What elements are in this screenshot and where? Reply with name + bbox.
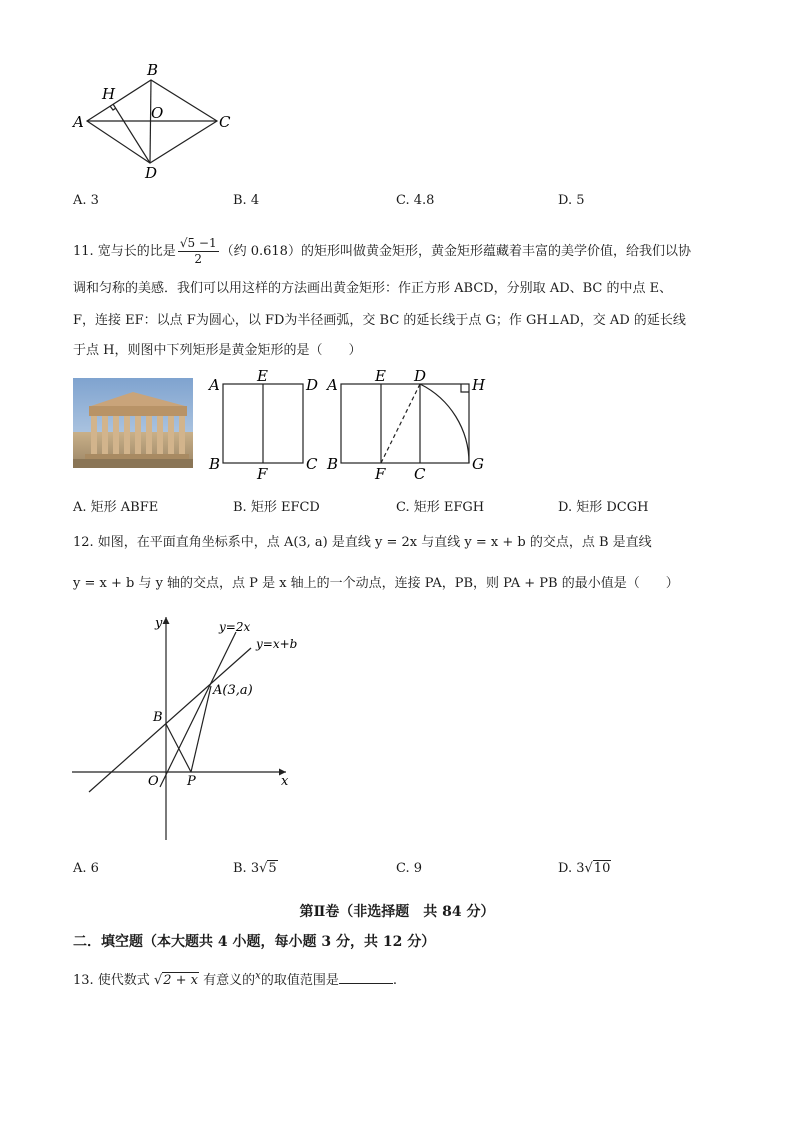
right-angle-mark (461, 384, 469, 392)
parthenon-photo (73, 378, 193, 468)
q11-option-d[interactable]: D. 矩形 DCGH (558, 500, 649, 515)
q10-option-b[interactable]: B. 4 (233, 193, 260, 208)
line-y-2x (160, 632, 236, 787)
label-c: C (414, 465, 426, 483)
q10-option-c[interactable]: C. 4.8 (396, 193, 435, 208)
segment-dh (113, 104, 150, 163)
q11-option-c[interactable]: C. 矩形 EFGH (396, 500, 485, 515)
x-axis-label: x (281, 774, 289, 789)
q13-prefix: 13. 使代数式 (73, 973, 150, 988)
golden-ratio-fraction (178, 236, 219, 267)
label-b: B (327, 455, 339, 473)
point-a-label: A(3,a) (213, 683, 253, 698)
q11-text-1b: （约 0.618）的矩形叫做黄金矩形，黄金矩形蕴藏着丰富的美学价值，给我们以协 (220, 244, 691, 259)
q11-line-2: 调和匀称的美感．我们可以用这样的方法画出黄金矩形：作正方形 ABCD，分别取 AD、BC 的中点 E、 (73, 281, 673, 296)
q12-option-d[interactable] (558, 861, 611, 876)
q13-radicand: 2 + x (163, 973, 199, 988)
label-c: C (219, 113, 231, 131)
y-axis-label: y (155, 616, 163, 631)
part2-title: 第Ⅱ卷（非选择题 共 84 分） (299, 904, 495, 920)
label-g: G (472, 455, 484, 473)
point-p-label: P (187, 774, 196, 789)
q12-option-b[interactable] (233, 861, 278, 876)
label-d: D (145, 164, 158, 182)
fraction-denominator: 2 (194, 252, 203, 266)
label-e: E (375, 367, 386, 385)
golden-rectangle-figure (325, 365, 490, 483)
q11-line-1 (73, 236, 691, 267)
q13-variable: x (255, 970, 261, 982)
dashed-fd (381, 384, 420, 463)
fraction-numerator: √5 −1 (179, 236, 217, 250)
label-o: O (151, 104, 164, 122)
q11-option-a[interactable]: A. 矩形 ABFE (73, 500, 159, 515)
label-a: A (327, 376, 338, 394)
q13-line (73, 969, 397, 988)
q11-line-4: 于点 H，则图中下列矩形是黄金矩形的是（ ） (73, 343, 362, 358)
section2-title: 二．填空题（本大题共 4 小题，每小题 3 分，共 12 分） (73, 934, 436, 950)
label-b: B (209, 455, 221, 473)
q13-text-a: 有意义的 (203, 973, 256, 988)
q11-line-3: F，连接 EF：以点 F为圆心，以 FD为半径画弧，交 BC 的延长线于点 G；作 GH⊥AD，交 AD 的延长线 (73, 313, 686, 328)
option-b-radicand: 5 (268, 861, 277, 876)
arc-dg (420, 384, 469, 463)
label-b: B (147, 61, 159, 79)
option-d-coefficient: D. 3 (558, 861, 585, 876)
q11-text-1a: 11. 宽与长的比是 (73, 244, 176, 259)
q12-line-2: y = x + b 与 y 轴的交点，点 P 是 x 轴上的一个动点，连接 PA，PB，则 PA + PB 的最小值是（ ） (73, 576, 679, 591)
q12-option-c[interactable]: C. 9 (396, 861, 423, 876)
label-f: F (257, 465, 268, 483)
sqrt-symbol: √ (153, 973, 163, 988)
q13-text-b: 的取值范围是 (260, 973, 339, 988)
q12-line-1: 12. 如图，在平面直角坐标系中，点 A(3, a) 是直线 y = 2x 与直线 y = x + b 的交点，点 B 是直线 (73, 535, 652, 550)
label-e: E (257, 367, 268, 385)
line-label-2x: y=2x (219, 620, 251, 634)
label-f: F (375, 465, 386, 483)
label-d: D (414, 367, 427, 385)
q10-option-a[interactable]: A. 3 (73, 193, 99, 208)
sqrt-symbol: √ (584, 861, 593, 876)
parthenon-image (73, 378, 193, 468)
label-h: H (472, 376, 486, 394)
option-d-radicand: 10 (593, 861, 611, 876)
q10-option-d[interactable]: D. 5 (558, 193, 585, 208)
origin-label: O (148, 774, 159, 789)
point-b-label: B (153, 710, 163, 725)
q11-option-b[interactable]: B. 矩形 EFCD (233, 500, 320, 515)
label-d: D (306, 376, 319, 394)
line-y-x-b (89, 648, 251, 792)
line-label-xb: y=x+b (256, 637, 298, 651)
q12-option-a[interactable]: A. 6 (73, 861, 99, 876)
sqrt-symbol: √ (259, 861, 268, 876)
coordinate-graph (65, 605, 305, 845)
label-a: A (209, 376, 220, 394)
label-h: H (102, 85, 116, 103)
square-figure (205, 365, 330, 483)
label-c: C (306, 455, 318, 473)
rhombus-figure (60, 55, 250, 185)
q13-answer-blank[interactable] (339, 971, 393, 984)
rectangle-abgh (341, 384, 469, 463)
q13-end: . (392, 973, 397, 988)
option-b-coefficient: B. 3 (233, 861, 260, 876)
label-a: A (73, 113, 84, 131)
